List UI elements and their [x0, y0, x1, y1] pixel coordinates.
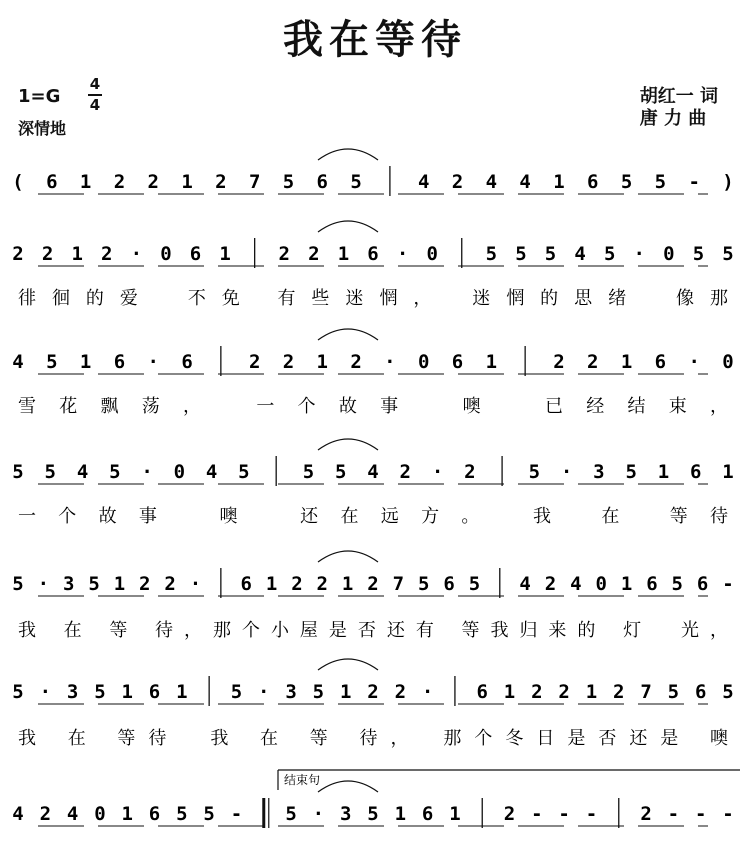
- note: ·: [396, 243, 409, 265]
- slur-arc: [318, 149, 378, 160]
- note: 2: [367, 681, 379, 703]
- note: -: [722, 573, 734, 595]
- note: 0: [722, 351, 734, 373]
- note: 1: [341, 573, 354, 595]
- note: 0: [663, 243, 675, 265]
- note: 2: [282, 351, 295, 373]
- note: 5: [176, 803, 188, 825]
- note: 4: [519, 171, 531, 193]
- note: 2: [399, 461, 411, 483]
- note: 2: [558, 681, 570, 703]
- note: 6: [696, 573, 709, 595]
- note: ·: [421, 681, 434, 703]
- note: 1: [265, 573, 278, 595]
- note: 1: [585, 681, 598, 703]
- note: 6: [46, 171, 58, 193]
- note: 3: [339, 803, 352, 825]
- note: 2: [613, 681, 625, 703]
- note: 5: [12, 461, 24, 483]
- note: 5: [109, 461, 121, 483]
- note: 2: [12, 243, 24, 265]
- note: 5: [722, 243, 734, 265]
- note: 5: [238, 461, 250, 483]
- lyric-line: 我 在 等 待，那个小屋是否还有 等我归来的 灯 光，: [18, 620, 728, 641]
- note: 6: [451, 351, 464, 373]
- note: 1: [337, 243, 350, 265]
- note: 4: [574, 243, 586, 265]
- note: ·: [633, 243, 645, 265]
- note: 2: [350, 351, 362, 373]
- note: 0: [173, 461, 186, 483]
- note: ·: [39, 681, 52, 703]
- note: ·: [37, 573, 50, 595]
- note: 1: [339, 681, 352, 703]
- composer-credit: 唐 力 曲: [639, 108, 707, 129]
- note: 2: [464, 461, 476, 483]
- note: 2: [587, 351, 599, 373]
- note: 2: [278, 243, 290, 265]
- note: 1: [176, 681, 188, 703]
- slur-arc: [318, 221, 378, 232]
- note: 0: [417, 351, 430, 373]
- note: 6: [694, 681, 707, 703]
- note: 1: [79, 171, 92, 193]
- note: 0: [94, 803, 106, 825]
- note: ·: [141, 461, 153, 483]
- note: 6: [367, 243, 379, 265]
- note: 1: [316, 351, 329, 373]
- note: 1: [121, 681, 133, 703]
- note: 0: [160, 243, 172, 265]
- slur-arc: [318, 551, 378, 562]
- note: 2: [544, 573, 557, 595]
- note: 5: [671, 573, 684, 595]
- note: 3: [62, 573, 75, 595]
- note: 1: [79, 351, 92, 373]
- note: 6: [148, 681, 161, 703]
- note: 5: [94, 681, 106, 703]
- note: 1: [121, 803, 133, 825]
- note: 6: [113, 351, 126, 373]
- note: 5: [44, 461, 56, 483]
- note: 6: [654, 351, 667, 373]
- note: 6: [148, 803, 161, 825]
- note: 2: [215, 171, 227, 193]
- lyric-line: 我 在 等待 我 在 等 待， 那个冬日是否还是 噢: [18, 728, 729, 749]
- note: 4: [519, 573, 531, 595]
- note: 4: [485, 171, 498, 193]
- note: 3: [285, 681, 297, 703]
- note: 5: [335, 461, 347, 483]
- note: 5: [544, 243, 557, 265]
- note: 6: [587, 171, 599, 193]
- note: 7: [248, 171, 261, 193]
- ending-bracket: [278, 770, 740, 790]
- note: 5: [625, 461, 637, 483]
- score-row-7: [12, 781, 733, 828]
- note: 2: [147, 171, 159, 193]
- note: 6: [181, 351, 193, 373]
- score-row-3: [12, 329, 733, 417]
- note: -: [558, 803, 570, 825]
- note: 4: [417, 171, 430, 193]
- note: -: [694, 803, 707, 825]
- note: 1: [219, 243, 231, 265]
- note: 5: [417, 573, 430, 595]
- note: 2: [113, 171, 126, 193]
- note: 2: [640, 803, 652, 825]
- note: 5: [654, 171, 667, 193]
- note: ·: [431, 461, 444, 483]
- note: 1: [71, 243, 83, 265]
- note: 2: [41, 243, 54, 265]
- note: 1: [657, 461, 670, 483]
- note: 1: [181, 171, 193, 193]
- note: 2: [394, 681, 407, 703]
- note: 7: [640, 681, 652, 703]
- note: 1: [485, 351, 498, 373]
- note: 6: [316, 171, 329, 193]
- note: 2: [308, 243, 320, 265]
- note: 5: [312, 681, 325, 703]
- note: ): [722, 171, 734, 193]
- note: 5: [692, 243, 705, 265]
- note: 4: [12, 351, 24, 373]
- note: ·: [384, 351, 396, 373]
- note: 1: [620, 351, 633, 373]
- note: 1: [449, 803, 461, 825]
- time-signature-top: 4: [89, 75, 101, 93]
- note: 6: [421, 803, 434, 825]
- note: 2: [451, 171, 464, 193]
- note: 6: [646, 573, 658, 595]
- note: 5: [722, 681, 734, 703]
- note: 2: [316, 573, 329, 595]
- note: 3: [66, 681, 79, 703]
- note: 5: [367, 803, 379, 825]
- ending-label: 结束句: [284, 773, 321, 787]
- note: ·: [312, 803, 325, 825]
- note: 3: [593, 461, 605, 483]
- lyricist-credit: 胡红一 词: [639, 86, 718, 107]
- note: 2: [164, 573, 176, 595]
- note: 2: [553, 351, 565, 373]
- expression-mark: 深情地: [18, 119, 67, 138]
- note: -: [667, 803, 680, 825]
- note: -: [722, 803, 734, 825]
- note: 5: [285, 803, 297, 825]
- note: ·: [130, 243, 143, 265]
- note: ·: [560, 461, 573, 483]
- note: -: [585, 803, 598, 825]
- note: 5: [620, 171, 633, 193]
- note: 2: [503, 803, 516, 825]
- lyric-line: 雪花飘荡， 一个故事 噢 已经结束，: [18, 396, 728, 417]
- note: 5: [528, 461, 541, 483]
- note: 2: [39, 803, 52, 825]
- note: 6: [690, 461, 702, 483]
- note: 1: [113, 573, 126, 595]
- note: 4: [12, 803, 24, 825]
- song-title: 我在等待: [283, 17, 467, 63]
- note: 5: [350, 171, 362, 193]
- lyric-line: 一个故事 噢 还在远方。 我 在 等待: [18, 506, 728, 527]
- note: 5: [468, 573, 481, 595]
- note: 2: [367, 573, 379, 595]
- note: 5: [12, 681, 24, 703]
- note: 7: [392, 573, 405, 595]
- score-row-5: [12, 551, 733, 641]
- note: 5: [12, 573, 24, 595]
- note: 5: [282, 171, 295, 193]
- note: 5: [515, 243, 527, 265]
- note: ·: [688, 351, 700, 373]
- note: 1: [553, 171, 565, 193]
- score-row-6: [12, 659, 733, 749]
- note: 0: [426, 243, 438, 265]
- note: 4: [205, 461, 218, 483]
- note: 5: [230, 681, 243, 703]
- note: (: [12, 171, 24, 193]
- note: 5: [203, 803, 215, 825]
- score-row-2: [12, 221, 733, 309]
- note: 6: [240, 573, 252, 595]
- note: -: [531, 803, 543, 825]
- lyric-line: 徘徊的爱 不免 有些迷惘， 迷惘的思绪 像那: [18, 288, 728, 309]
- note: 6: [189, 243, 202, 265]
- note: ·: [147, 351, 159, 373]
- note: 2: [291, 573, 303, 595]
- note: 2: [139, 573, 151, 595]
- note: 5: [88, 573, 100, 595]
- note: 1: [620, 573, 633, 595]
- slur-arc: [318, 781, 378, 792]
- note: -: [230, 803, 243, 825]
- slur-arc: [318, 439, 378, 450]
- note: 5: [485, 243, 498, 265]
- note: ·: [258, 681, 270, 703]
- score-row-4: [12, 439, 733, 527]
- slur-arc: [318, 329, 378, 340]
- note: -: [688, 171, 700, 193]
- score-row-1: [12, 149, 733, 196]
- note: 0: [595, 573, 607, 595]
- note: 5: [667, 681, 680, 703]
- note: ·: [189, 573, 202, 595]
- note: 4: [367, 461, 379, 483]
- note: 4: [76, 461, 89, 483]
- note: 6: [476, 681, 488, 703]
- note: 4: [66, 803, 79, 825]
- key-signature: 1=G: [18, 86, 61, 107]
- note: 6: [443, 573, 455, 595]
- note: 5: [46, 351, 58, 373]
- slur-arc: [318, 659, 378, 670]
- note: 5: [302, 461, 315, 483]
- note: 2: [101, 243, 113, 265]
- note: 2: [248, 351, 261, 373]
- note: 1: [503, 681, 516, 703]
- note: 2: [531, 681, 543, 703]
- note: 5: [603, 243, 616, 265]
- note: 1: [722, 461, 734, 483]
- time-signature-bottom: 4: [89, 95, 101, 114]
- note: 4: [570, 573, 582, 595]
- note: 1: [394, 803, 407, 825]
